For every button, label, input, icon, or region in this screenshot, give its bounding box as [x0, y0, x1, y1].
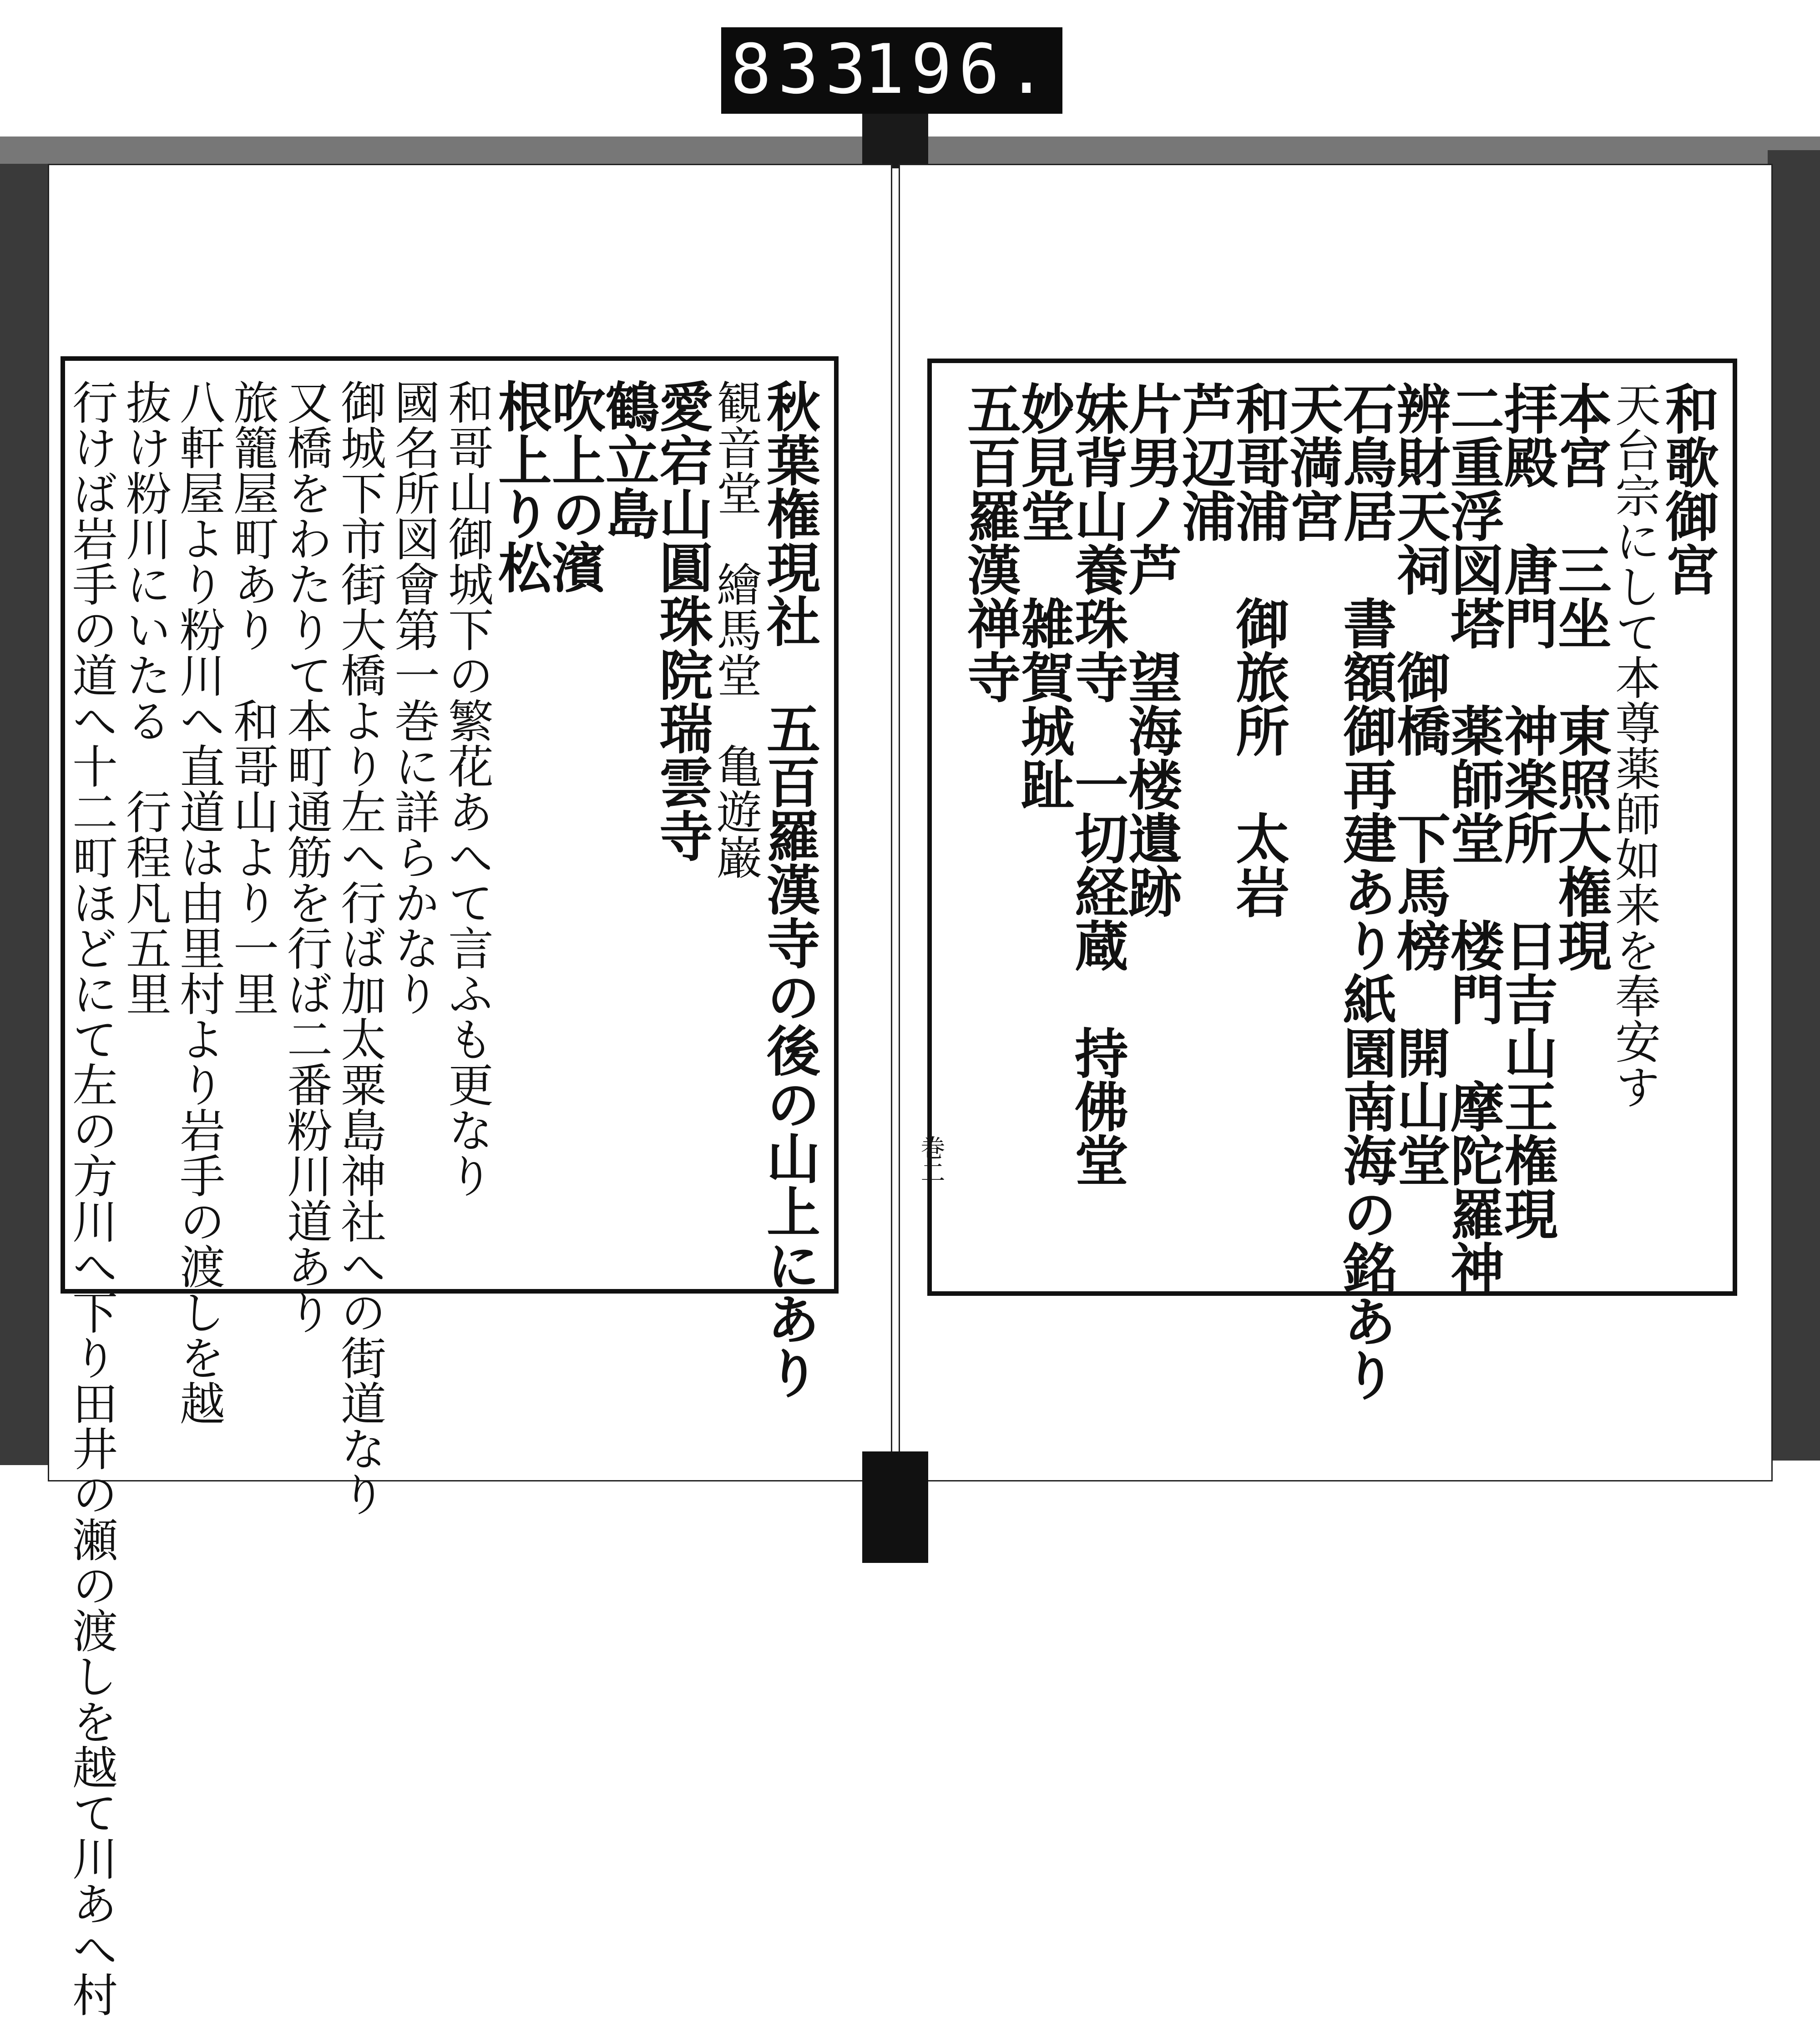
text-column: 妹背山養珠寺 一切経蔵 持佛堂 — [1066, 381, 1129, 1187]
text-column: 和歌御宮 — [1656, 381, 1719, 596]
right-page-text — [950, 381, 1719, 1401]
text-column: 和哥山御城下の繁花あへて言ふも更なり — [440, 379, 494, 1198]
text-column: 芦辺浦 — [1173, 381, 1236, 542]
text-column: 根上り松 — [489, 379, 552, 594]
left-page-edge — [0, 164, 52, 1465]
text-column: 御城下市街大橋より左へ行ば加太粟島神社への街道なり — [333, 379, 386, 1517]
text-column: 和哥浦 御旅所 太岩 — [1227, 381, 1290, 918]
text-column: 鶴立島 — [597, 379, 660, 540]
left-page-text — [65, 379, 821, 2017]
text-column: 拝殿 唐門 神楽所 日吉山王権現 — [1495, 381, 1558, 1240]
text-column: 旅籠屋町あり 和哥山より一里 — [226, 379, 279, 1016]
right-page-frame — [927, 359, 1737, 1401]
text-column: 秋葉権現社 五百羅漢寺の後の山上にあり — [758, 379, 821, 1399]
text-column: 愛宕山圓珠院瑞雲寺 — [650, 379, 713, 862]
text-column: 抜け粉川にいたる 行程凡五里 — [118, 379, 172, 1016]
text-column: 妙見堂 雑賀城趾 — [1012, 381, 1075, 811]
book-spine-bottom — [862, 1451, 928, 1563]
text-column: 八軒屋より粉川へ直道は由里村より岩手の渡しを越 — [172, 379, 225, 1426]
text-column: 行けば岩手の道へ十二町ほどにて左の方川へ下り田井の瀬の渡しを越て川あへ村 — [65, 379, 118, 2017]
text-column: 天台宗にして本尊薬師如来を奉安す — [1608, 381, 1661, 1109]
text-column: 天満宮 — [1280, 381, 1344, 542]
text-column: 辨財天祠 御橋 下馬榜 開山堂 — [1388, 381, 1451, 1187]
book-spine-top — [862, 114, 928, 168]
text-column: 本宮 三坐 東照大権現 — [1549, 381, 1612, 972]
text-column: 二重浮図塔 薬師堂 楼門 摩陀羅神 — [1441, 381, 1505, 1294]
right-page-edge — [1768, 150, 1820, 1461]
catalog-number-left: 833 — [730, 30, 873, 109]
text-column: 吹上の濱 — [543, 379, 606, 594]
catalog-number-bar — [721, 27, 1062, 114]
text-column: 五百羅漢禅寺 — [958, 381, 1021, 703]
text-column: 又橋をわたりて本町通筋を行ば二番粉川道あり — [279, 379, 333, 1335]
left-page — [48, 164, 892, 2017]
text-column: 石鳥居 書額御再建あり紙園南海の銘あり — [1334, 381, 1397, 1401]
text-column: 観音堂 繪馬堂 亀遊巌 — [709, 379, 762, 880]
text-column: 國名所図會第一巻に詳らかなり — [387, 379, 440, 1016]
catalog-number-right: 196. — [863, 30, 1053, 109]
folio-mark: 巻二 — [917, 1135, 945, 1184]
left-page-frame — [61, 356, 839, 2017]
right-page — [899, 164, 1773, 1481]
text-column: 片男ノ芦 望海楼遺跡 — [1119, 381, 1183, 918]
